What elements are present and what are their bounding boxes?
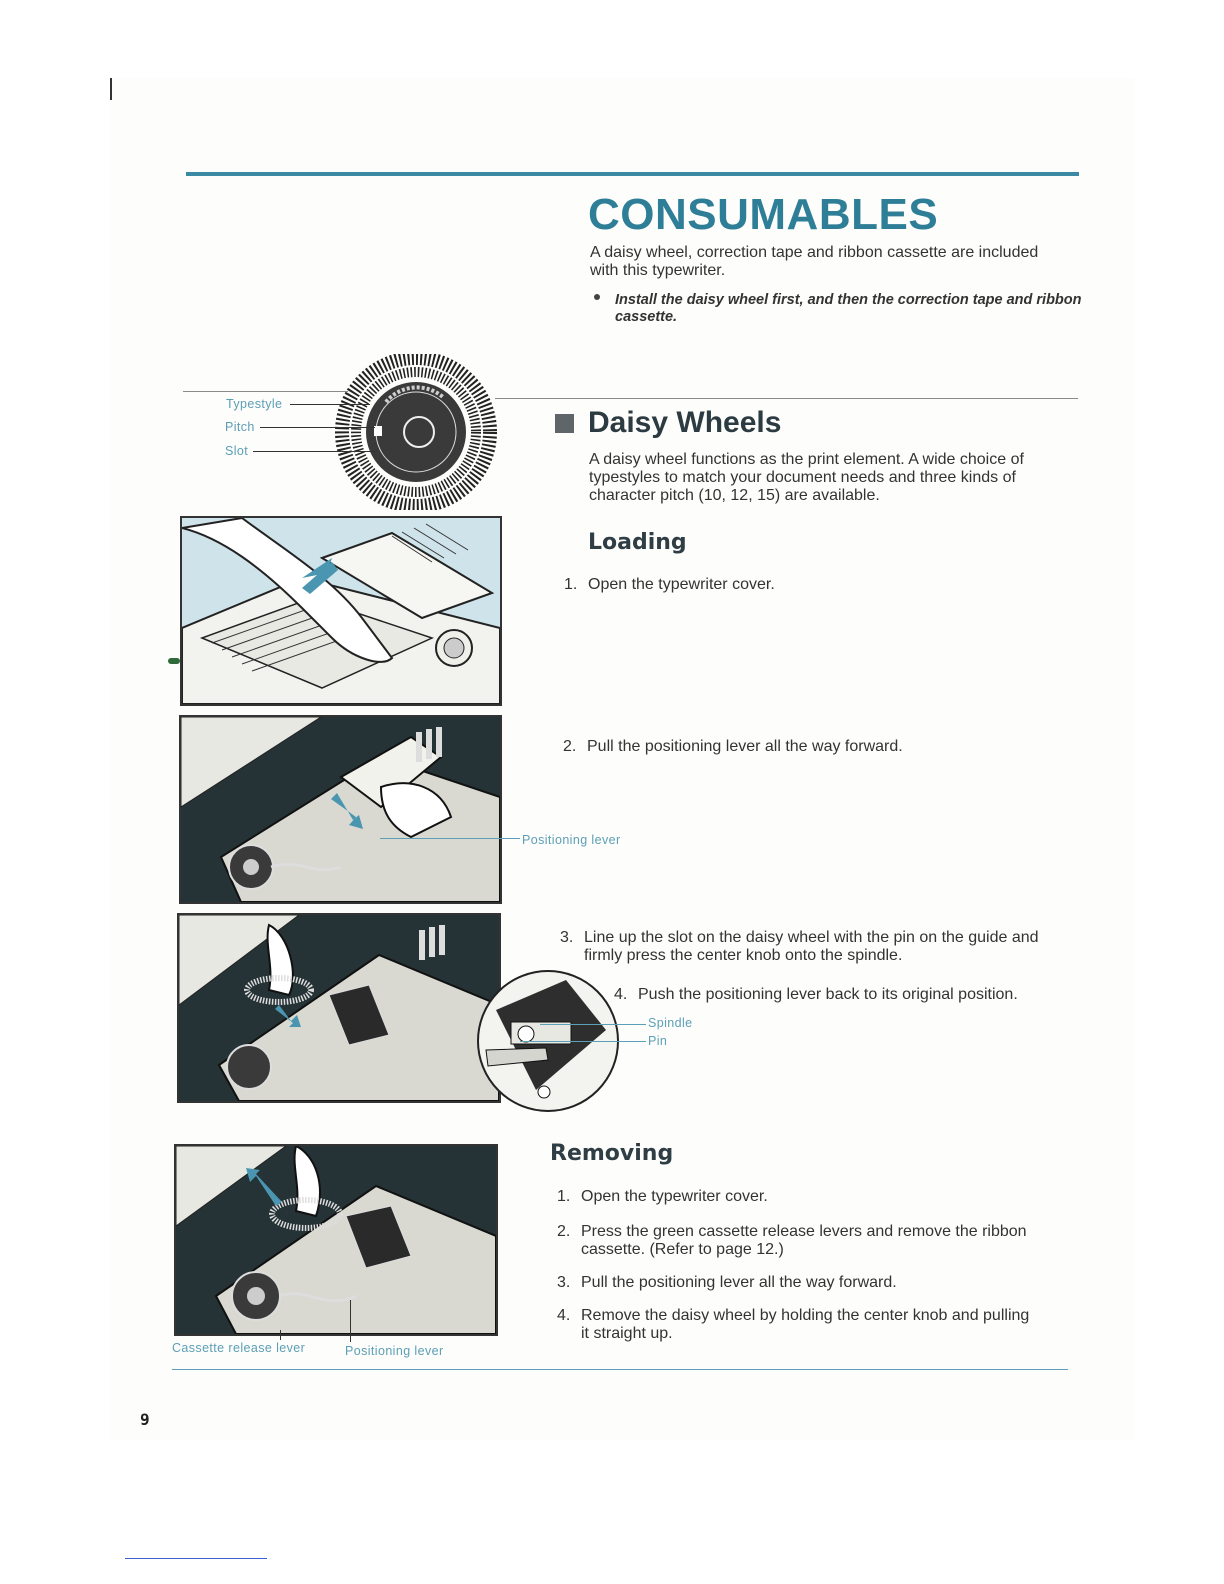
remove-wheel-illustration xyxy=(174,1144,498,1336)
step-number: 3. xyxy=(560,929,574,946)
slot-leader xyxy=(253,451,377,452)
daisy-wheels-heading: Daisy Wheels xyxy=(588,406,782,439)
cassette-release-lever-label: Cassette release lever xyxy=(172,1341,306,1355)
pin-label: Pin xyxy=(648,1034,668,1048)
step-number: 3. xyxy=(557,1274,571,1291)
bottom-underline xyxy=(125,1558,267,1559)
positioning-lever-label-2: Positioning lever xyxy=(345,1344,444,1358)
scan-mark xyxy=(110,78,112,100)
tab-marker xyxy=(168,658,180,664)
positioning-lever-leader-2 xyxy=(350,1300,351,1342)
top-rule xyxy=(186,172,1079,176)
intro-paragraph: A daisy wheel, correction tape and ribbon cassette are included with this typewriter. xyxy=(590,244,1039,279)
loading-heading: Loading xyxy=(588,530,687,555)
step-text: Remove the daisy wheel by holding the center knob and pulling it straight up. xyxy=(581,1307,1030,1342)
step-number: 2. xyxy=(563,738,577,755)
step-text: Pull the positioning lever all the way forward. xyxy=(587,738,903,755)
bottom-rule xyxy=(172,1369,1068,1370)
open-cover-illustration xyxy=(180,516,502,706)
daisy-wheel-center-knob xyxy=(404,417,434,447)
separator-right xyxy=(495,398,1078,399)
spindle-label: Spindle xyxy=(648,1016,693,1030)
note-bullet xyxy=(594,294,600,300)
step-text: Press the green cassette release levers and remove the ribbon cassette. (Refer to page 12.) xyxy=(581,1223,1027,1258)
page-title: CONSUMABLES xyxy=(588,190,939,239)
step-text: Open the typewriter cover. xyxy=(581,1188,768,1205)
step-number: 1. xyxy=(557,1188,571,1205)
install-note: Install the daisy wheel first, and then the correction tape and ribbon cassette. xyxy=(615,292,1082,325)
step-number: 1. xyxy=(564,576,578,593)
pitch-leader xyxy=(260,427,375,428)
step-number: 2. xyxy=(557,1223,571,1240)
daisy-wheel-illustration xyxy=(326,354,502,510)
step-text: Pull the positioning lever all the way forward. xyxy=(581,1274,897,1291)
pin-leader xyxy=(520,1041,646,1042)
cassette-leader xyxy=(280,1330,281,1340)
positioning-lever-illustration xyxy=(179,715,502,904)
section-marker xyxy=(555,414,574,433)
positioning-lever-leader xyxy=(380,838,520,839)
slot-label: Slot xyxy=(225,444,249,458)
step-text: Push the positioning lever back to its original position. xyxy=(638,986,1018,1003)
removing-heading: Removing xyxy=(550,1141,674,1166)
typestyle-leader xyxy=(290,404,370,405)
daisy-wheels-description: A daisy wheel functions as the print element. A wide choice of typestyles to match your document needs and three kinds of character pitch (10, 12, 15) are available. xyxy=(589,451,1024,504)
spindle-leader xyxy=(540,1024,646,1025)
pitch-label: Pitch xyxy=(225,420,255,434)
step-text: Line up the slot on the daisy wheel with the pin on the guide and firmly press the center knob onto the spindle. xyxy=(584,929,1039,964)
daisy-wheel-slot xyxy=(374,426,382,436)
step-text: Open the typewriter cover. xyxy=(588,576,775,593)
page-number: 9 xyxy=(140,1410,150,1429)
step-number: 4. xyxy=(614,986,628,1003)
typestyle-label: Typestyle xyxy=(226,397,283,411)
step-number: 4. xyxy=(557,1307,571,1324)
positioning-lever-label: Positioning lever xyxy=(522,833,621,847)
separator-left xyxy=(183,391,348,392)
mount-wheel-illustration xyxy=(177,913,501,1103)
